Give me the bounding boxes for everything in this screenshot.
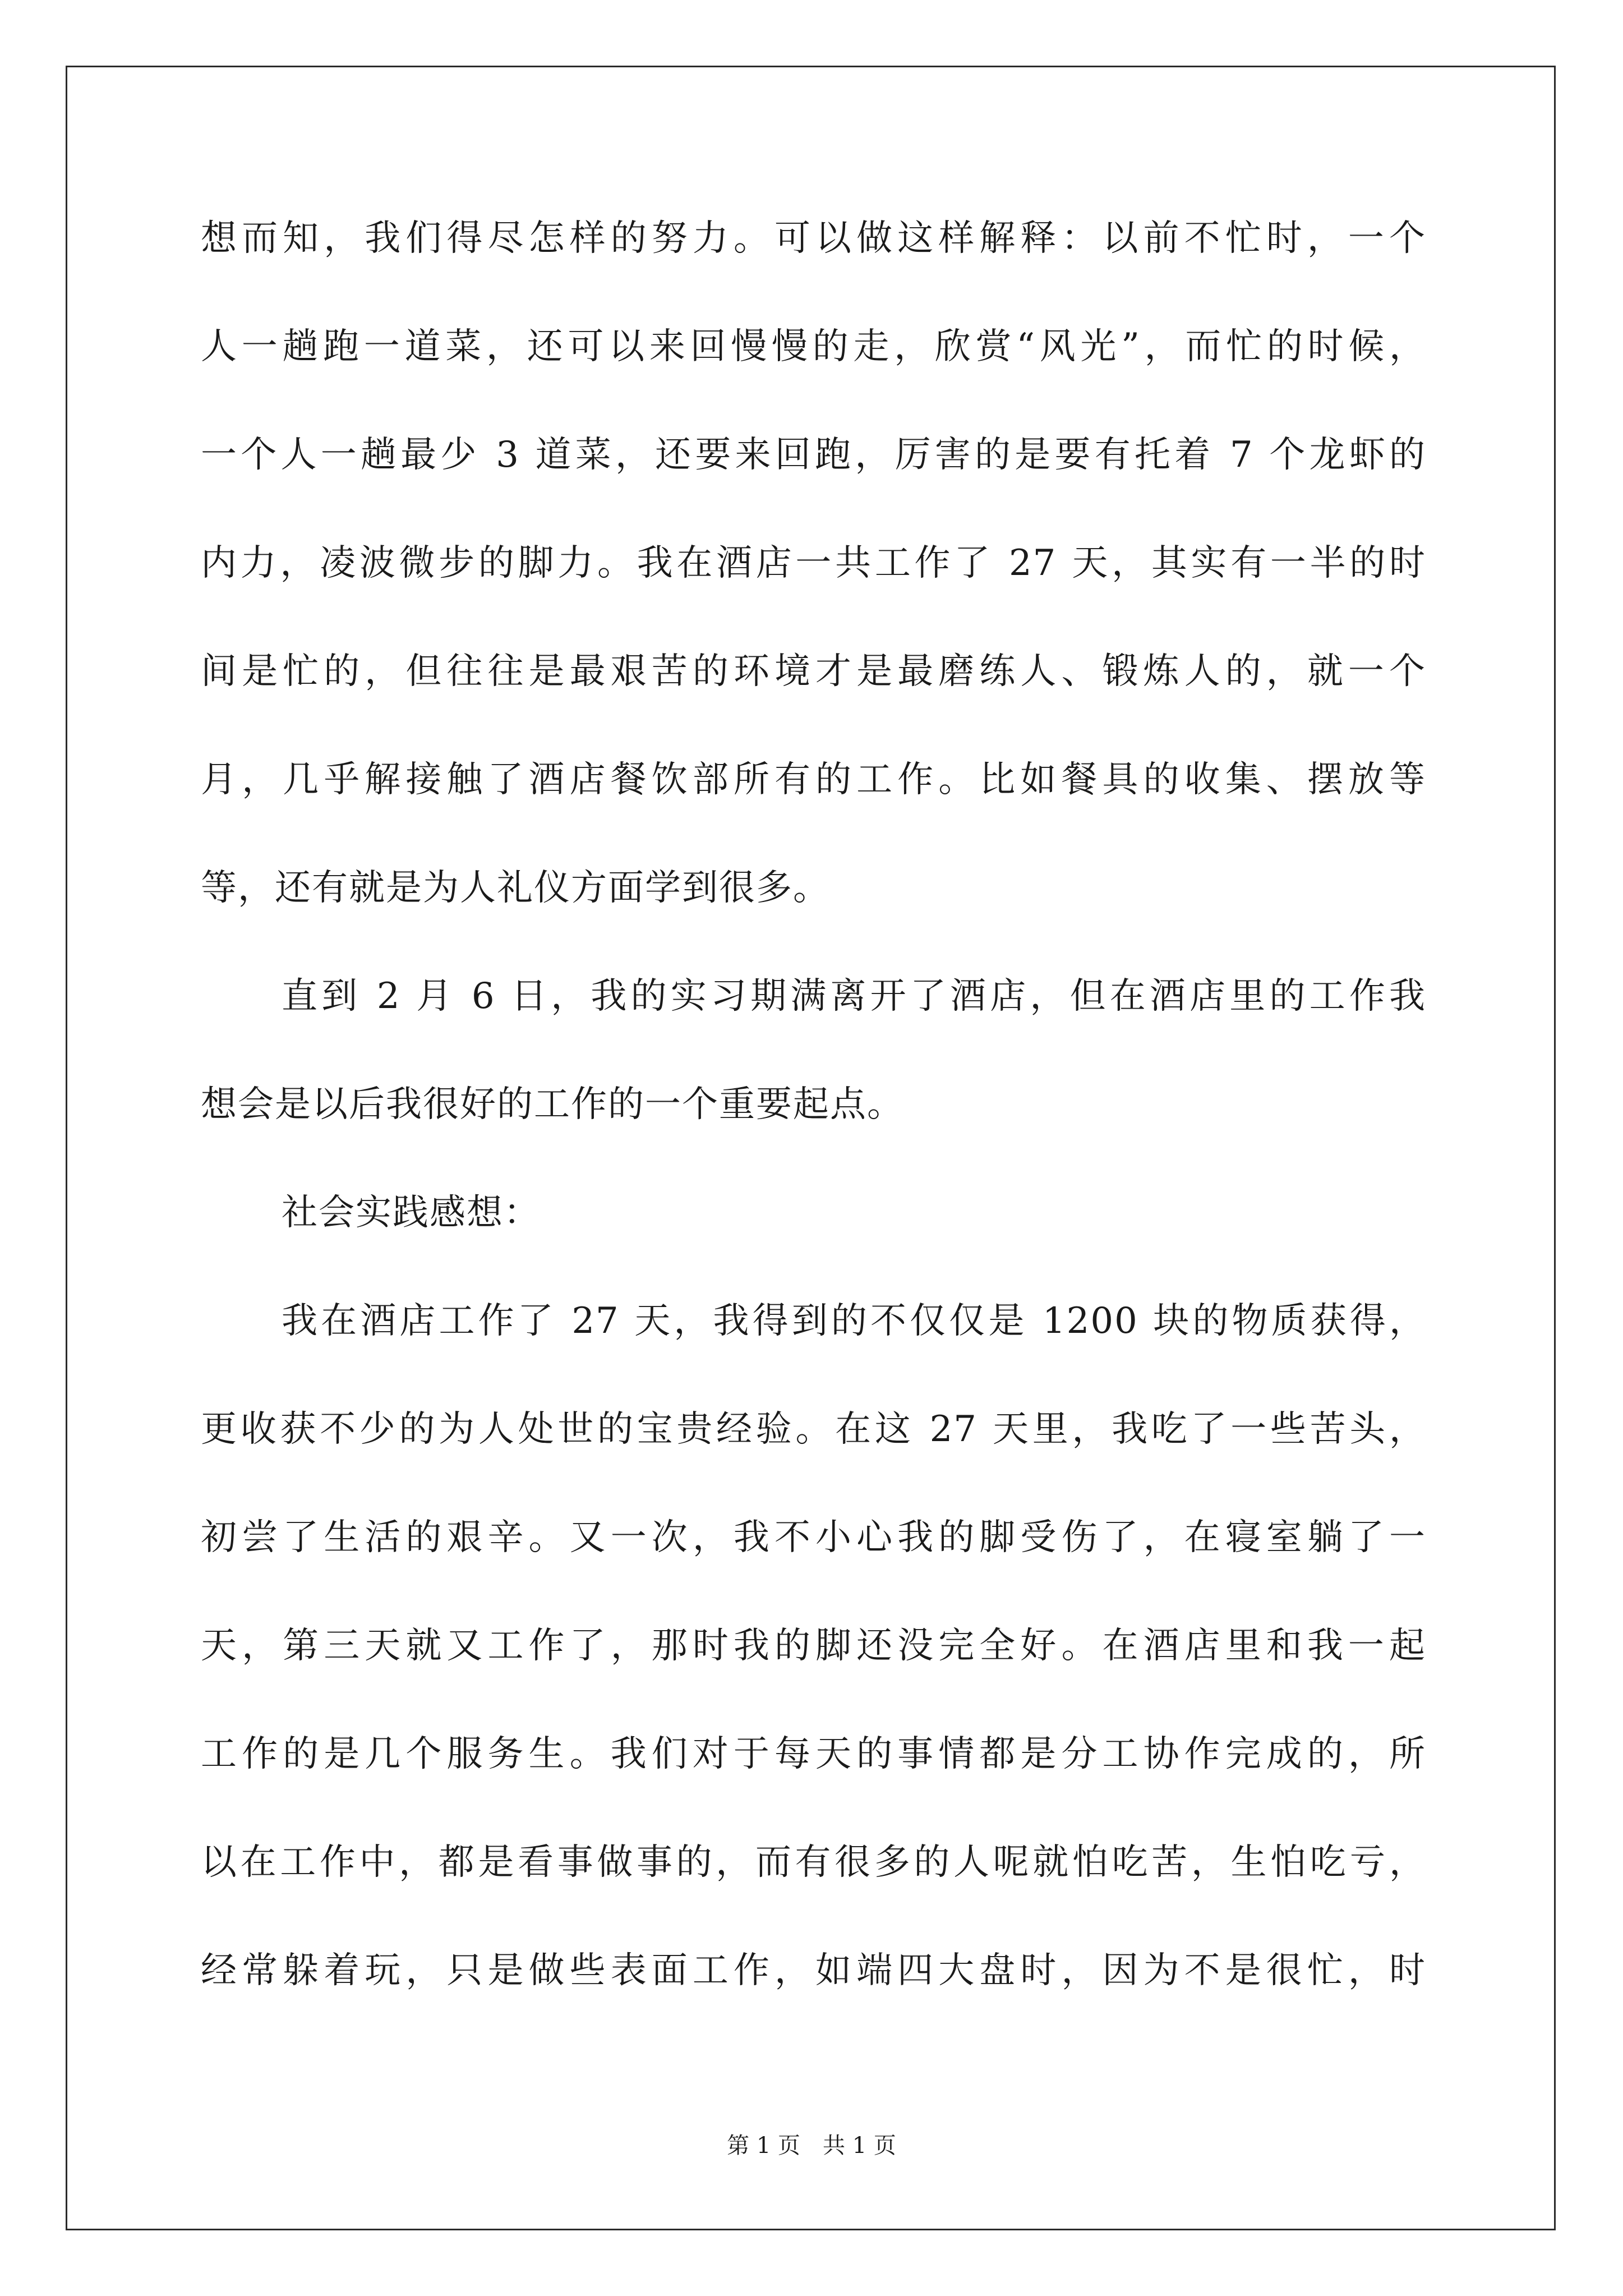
text-line: 想而知，我们得尽怎样的努力。可以做这样解释：以前不忙时，一个 [201, 218, 1426, 259]
text-line: 等，还有就是为人礼仪方面学到很多。 [201, 867, 830, 909]
text-line: 工作的是几个服务生。我们对于每天的事情都是分工协作完成的，所 [201, 1733, 1426, 1775]
text-line: 一个人一趟最少 3 道菜，还要来回跑，厉害的是要有托着 7 个龙虾的 [201, 434, 1426, 476]
page-footer [0, 2132, 1623, 2160]
text-line: 更收获不少的为人处世的宝贵经验。在这 27 天里，我吃了一些苦头， [201, 1409, 1426, 1450]
text-line: 内力，凌波微步的脚力。我在酒店一共工作了 27 天，其实有一半的时 [201, 542, 1426, 584]
page-number: 第 1 页 [727, 2133, 800, 2159]
text-line: 初尝了生活的艰辛。又一次，我不小心我的脚受伤了，在寝室躺了一 [201, 1517, 1426, 1558]
paragraph-start-line: 我在酒店工作了 27 天，我得到的不仅仅是 1200 块的物质获得， [282, 1300, 1426, 1342]
page-border [66, 66, 1556, 2230]
text-line: 经常躲着玩，只是做些表面工作，如端四大盘时，因为不是很忙，时 [201, 1950, 1426, 1991]
text-line: 月，几乎解接触了酒店餐饮部所有的工作。比如餐具的收集、摆放等 [201, 759, 1426, 800]
text-line: 间是忙的，但往往是最艰苦的环境才是最磨练人、锻炼人的，就一个 [201, 651, 1426, 692]
paragraph-start-line: 直到 2 月 6 日，我的实习期满离开了酒店，但在酒店里的工作我 [282, 976, 1426, 1017]
text-line: 人一趟跑一道菜，还可以来回慢慢的走，欣赏“风光”，而忙的时候， [201, 326, 1426, 367]
text-line: 天，第三天就又工作了，那时我的脚还没完全好。在酒店里和我一起 [201, 1625, 1426, 1667]
section-heading: 社会实践感想： [282, 1192, 541, 1234]
text-line: 想会是以后我很好的工作的一个重要起点。 [201, 1084, 904, 1125]
page-total: 共 1 页 [823, 2133, 896, 2159]
text-line: 以在工作中，都是看事做事的，而有很多的人呢就怕吃苦，生怕吃亏， [201, 1842, 1426, 1883]
